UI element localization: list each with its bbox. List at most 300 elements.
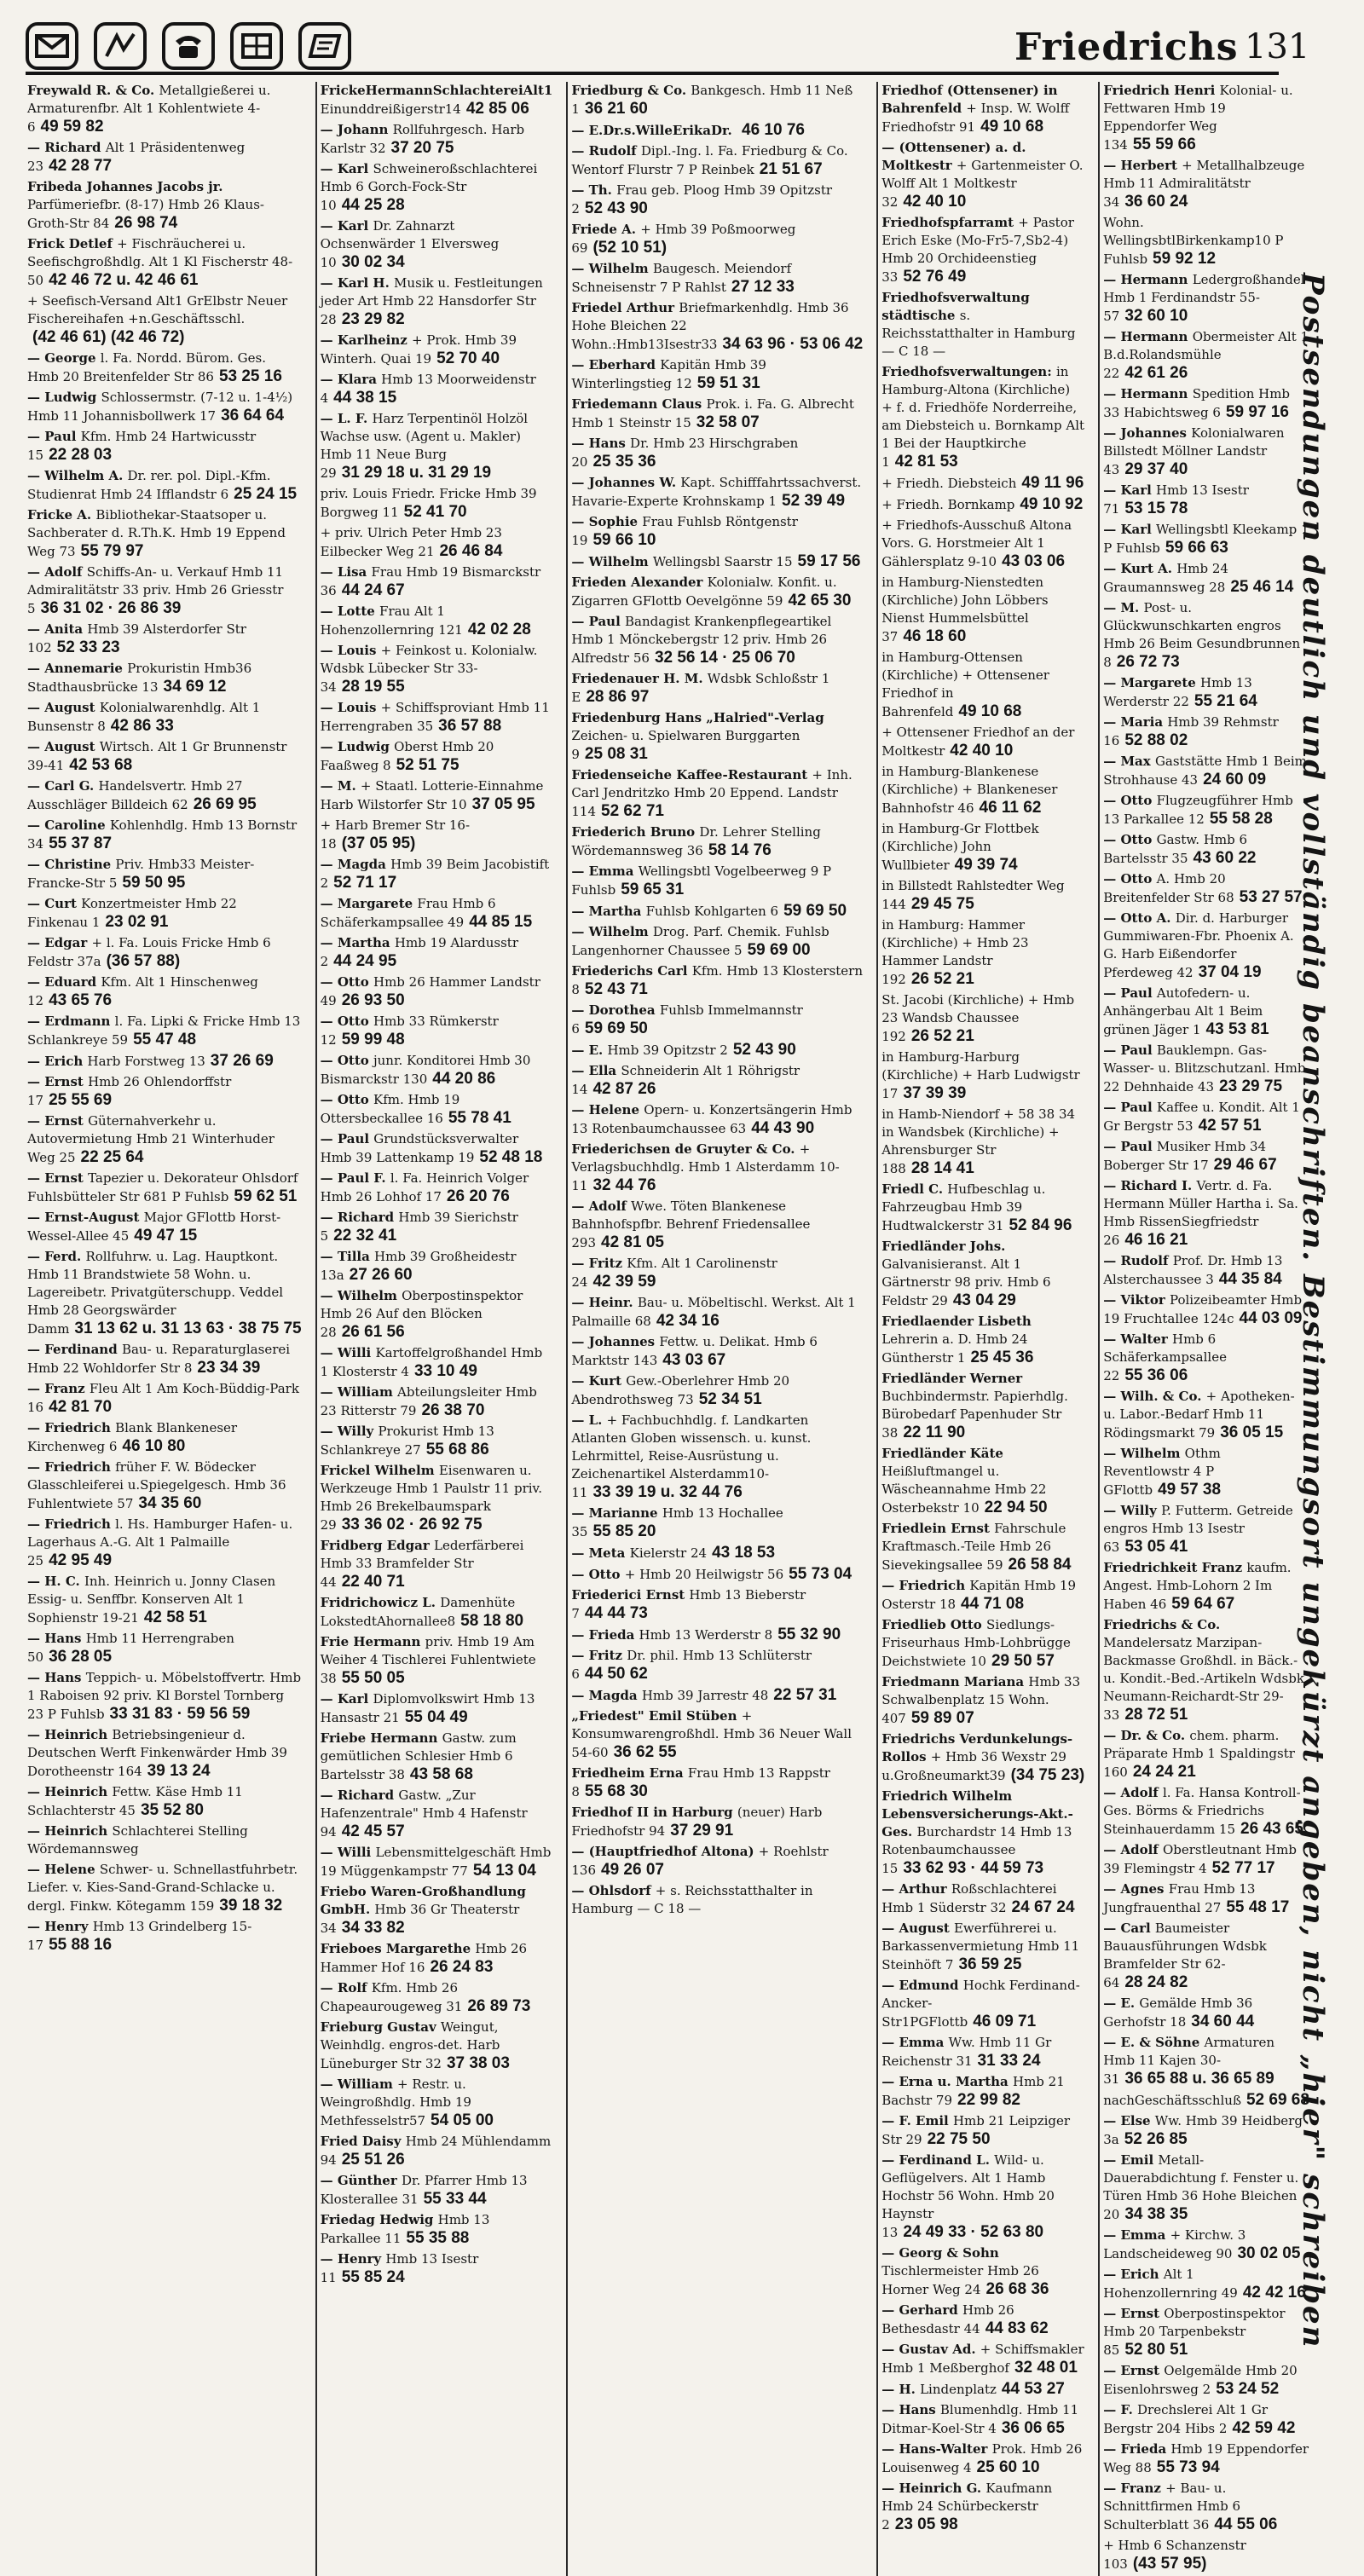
directory-entry (321, 1979, 553, 2016)
entry-name: — Friedrich (27, 1516, 116, 1532)
entry-details: Fuhlsb Immelmannstr 6 (571, 1002, 803, 1037)
directory-entry (321, 1287, 553, 1342)
entry-details: Polizeibeamter Hmb 19 Fruchtallee 124c (1103, 1292, 1303, 1326)
entry-phone: 29 37 40 (1124, 460, 1188, 478)
entry-details: P. Futterm. Getreide engros Hmb 13 Isestr 63 (1103, 1503, 1293, 1555)
entry-details: Kaffee u. Kondit. Alt 1 Gr Bergstr 53 (1103, 1100, 1300, 1134)
entry-phone: 37 39 39 (903, 1084, 967, 1102)
entry-details: Kfm. Hmb 19 Ottersbeckallee 16 (320, 1092, 460, 1126)
directory-entry (881, 724, 1084, 760)
entry-name: — Willi (320, 1845, 376, 1860)
directory-entry (1103, 214, 1309, 269)
entry-name: — Hans (571, 436, 631, 451)
entry-details: Hmb 24 Mühlendamm 94 (320, 2134, 552, 2168)
entry-name: — August (27, 739, 100, 754)
directory-entry (1103, 1252, 1309, 1289)
entry-phone: 46 18 60 (903, 627, 967, 645)
entry-details: + priv. Ulrich Peter Hmb 23 Eilbecker Weg 21 (320, 525, 502, 559)
directory-entry (881, 1880, 1084, 1917)
directory-entry (1103, 1841, 1309, 1878)
entry-phone: 43 04 29 (952, 1291, 1016, 1309)
directory-entry (1103, 831, 1309, 868)
entry-details: Vertr. d. Fa. Hermann Müller Hartha i. Sa. Hmb RissenSiegfriedstr 26 (1103, 1178, 1298, 1248)
directory-entry (1103, 2151, 1309, 2224)
entry-details: Hmb 39 Beim Jacobistift 2 (320, 857, 550, 891)
entry-phone: 29 50 57 (991, 1652, 1055, 1670)
entry-details: + Gartenmeister O. Wolff Alt 1 Moltkestr 32 (881, 158, 1084, 210)
entry-phone: 26 72 73 (1116, 653, 1180, 671)
directory-entry (27, 895, 302, 932)
directory-entry (881, 1730, 1084, 1785)
directory-entry (881, 2034, 1084, 2071)
entry-details: Hmb 33 Rümkerstr 12 (320, 1014, 499, 1048)
entry-name: Friedlaender Lisbeth (881, 1314, 1032, 1329)
entry-name: — Else (1103, 2113, 1155, 2128)
entry-details: Oberstleutnant Hmb 39 Flemingstr 4 (1103, 1842, 1297, 1876)
directory-entry (1103, 521, 1309, 557)
entry-name: — Otto (320, 1014, 373, 1029)
directory-entry (321, 1690, 553, 1727)
directory-entry (571, 142, 863, 179)
directory-entry (27, 1516, 302, 1570)
entry-name: — M. (1103, 600, 1144, 615)
directory-entry (571, 1626, 863, 1644)
directory-entry (321, 1013, 553, 1049)
directory-entry (27, 1861, 302, 1915)
entry-name: — Viktor (1103, 1292, 1170, 1308)
entry-details: Schwer- u. Schnellastfuhrbetr. Liefer. v. Kies-Sand-Grand-Schlacke u. dergl. Finkw. Kötegamm 159 (27, 1862, 298, 1914)
entry-name: — Richard I. (1103, 1178, 1197, 1193)
entry-name: — Wilhelm (571, 261, 653, 276)
entry-phone: 22 28 03 (49, 446, 113, 464)
directory-entry (571, 221, 863, 257)
directory-entry (27, 1073, 302, 1110)
directory-entry (321, 738, 553, 775)
directory-entry (571, 923, 863, 960)
entry-phone: 31 33 24 (977, 2052, 1041, 2070)
entry-name: — Ernst (27, 1170, 89, 1186)
entry-details: Hmb 36 Gr Theaterstr 34 (320, 1902, 520, 1936)
directory-entry (27, 1419, 302, 1456)
entry-phone: 32 44 76 (592, 1176, 656, 1194)
directory-entry (27, 428, 302, 465)
entry-phone: 36 62 55 (613, 1743, 677, 1761)
entry-phone: 25 45 36 (970, 1349, 1034, 1366)
entry-phone: 44 25 28 (341, 196, 405, 214)
entry-details: Baumeister Bauausführungen Wdsbk Bramfelder Str 62-64 (1103, 1920, 1267, 1990)
entry-name: Friedheim Erna (571, 1765, 688, 1781)
directory-entry (881, 574, 1084, 646)
entry-details: junr. Konditorei Hmb 30 Bismarckstr 130 (320, 1053, 531, 1087)
entry-details: Dr. rer. pol. Dipl.-Kfm. Studienrat Hmb 24 Ifflandstr 6 (27, 468, 271, 502)
entry-phone: 55 36 06 (1124, 1366, 1188, 1384)
entry-details: Major GFlottb Horst-Wessel-Allee 45 (27, 1210, 281, 1244)
directory-entry (881, 1788, 1084, 1878)
entry-name: — Kurt A. (1103, 561, 1177, 576)
entry-details: Autofedern- u. Anhängerbau Alt 1 Beim grünen Jäger 1 (1103, 985, 1263, 1037)
entry-details: Wdsbk Schloßstr 1 E (571, 671, 830, 705)
entry-phone: 44 24 67 (341, 581, 405, 599)
entry-phone: 55 58 28 (1209, 810, 1273, 828)
entry-details: Dipl.-Ing. l. Fa. Friedburg & Co. Wentorf Flurstr 7 P Reinbek (571, 143, 848, 177)
entry-name: — Th. (571, 182, 617, 198)
directory-entry (881, 1520, 1084, 1574)
entry-details: + Insp. W. Wolff Friedhofstr 91 (881, 101, 1070, 135)
entry-phone: 28 72 51 (1124, 1706, 1188, 1724)
directory-entry (321, 121, 553, 158)
entry-details: + Hmb 20 Heilwigstr 56 (624, 1567, 784, 1582)
directory-entry (571, 1882, 863, 1918)
directory-entry (1103, 985, 1309, 1039)
entry-name: — L. F. (320, 411, 373, 426)
directory-entry (571, 1255, 863, 1291)
postcard-icon (298, 22, 351, 70)
directory-entry (27, 389, 302, 425)
directory-entry (881, 1673, 1084, 1728)
directory-entry (881, 820, 1084, 875)
directory-entry (321, 410, 553, 482)
entry-details: Lindenplatz (920, 2382, 997, 2397)
entry-phone: 32 56 14 · 25 06 70 (654, 649, 795, 667)
entry-details: Tapezier u. Dekorateur Ohlsdorf Fuhlsbütteler Str 681 P Fuhlsb (27, 1170, 298, 1204)
directory-entry (27, 621, 302, 657)
entry-details: + Harb Bremer Str 16-18 (320, 817, 471, 852)
running-head: Friedrichs (1014, 26, 1239, 69)
entry-details: Gastw. Hmb 6 Bartelsstr 35 (1103, 832, 1248, 866)
entry-phone: 25 46 14 (1230, 578, 1294, 596)
entry-details: Dr. Pfarrer Hmb 13 Klosterallee 31 (320, 2173, 528, 2207)
directory-entry (1103, 792, 1309, 829)
entry-phone: 52 51 75 (396, 756, 459, 774)
entry-details: Wild- u. Geflügelvers. Alt 1 Hamb Hochstr 56 Wohn. Hmb 20 Haynstr 13 (881, 2152, 1055, 2240)
entry-phone: 44 44 73 (584, 1604, 648, 1622)
entry-name: Fricke A. (27, 507, 96, 523)
directory-entry (321, 524, 553, 561)
entry-phone: 27 26 60 (349, 1266, 413, 1284)
entry-name: — Heinrich (27, 1727, 113, 1742)
entry-details: + s. Reichsstatthalter in Hamburg — C 18 — (571, 1883, 813, 1916)
entry-phone: 23 34 39 (197, 1359, 261, 1377)
directory-entry (27, 1112, 302, 1167)
entry-details: in Hamburg-Blankenese (Kirchliche) + Blankeneser Bahnhofstr 46 (881, 764, 1058, 816)
page-number: 131 (1245, 27, 1310, 66)
directory-entry (321, 1883, 553, 1938)
entry-phone: 53 15 78 (1124, 500, 1188, 517)
entry-name: — Adolf (571, 1198, 632, 1214)
entry-details: in Hamburg-Nienstedten (Kirchliche) John Löbbers Nienst Hummelsbüttel 37 (881, 575, 1049, 644)
directory-entry (571, 1002, 863, 1038)
directory-column-1 (24, 82, 309, 2576)
entry-details: Wellingsbl Saarstr 15 (652, 554, 793, 569)
directory-entry (881, 877, 1084, 914)
entry-details: Hmb 19 Alardusstr 2 (320, 935, 518, 969)
entry-name: — Johann (320, 122, 393, 137)
entry-name: — Marianne (571, 1505, 662, 1521)
entry-phone: 43 60 22 (1193, 849, 1257, 867)
entry-details: + Roehlstr 136 (571, 1844, 829, 1878)
entry-details: Dr. phil. Hmb 13 Schlüterstr 6 (571, 1648, 812, 1682)
entry-name: — Hermann (1103, 329, 1193, 344)
entry-phone: 58 18 80 (460, 1612, 524, 1630)
directory-entry (571, 121, 863, 140)
directory-entry (1103, 1920, 1309, 1992)
entry-name: — Ferdinand (27, 1342, 122, 1357)
entry-phone: 31 13 62 u. 31 13 63 · 38 75 75 (74, 1320, 302, 1337)
directory-entry (321, 1383, 553, 1420)
entry-name: Friederici Ernst (571, 1587, 690, 1603)
entry-name: — Friedrich (27, 1459, 116, 1475)
directory-entry (571, 1141, 863, 1195)
entry-details: Kolonialwarenhdlg. Alt 1 Bunsenstr 8 (27, 700, 261, 734)
entry-phone: 32 60 10 (1124, 307, 1188, 325)
directory-entry (321, 2172, 553, 2209)
directory-entry (27, 1573, 302, 1627)
entry-name: Friedhofspfarramt (881, 215, 1019, 230)
entry-details: Hmb 13 Hochallee 35 (571, 1505, 783, 1539)
entry-details: Kfm. Alt 1 Hinschenweg 12 (27, 974, 258, 1008)
directory-entry (321, 1052, 553, 1089)
directory-entry (27, 506, 302, 561)
directory-entry (881, 1577, 1084, 1614)
entry-name: — Eberhard (571, 357, 661, 373)
entry-details: in Hamburg-Ottensen (Kirchliche) + Ottensener Friedhof in Bahrenfeld (881, 650, 1049, 719)
entry-name: — Emma (1103, 2227, 1170, 2243)
entry-name: — Karlheinz (320, 332, 412, 348)
entry-phone: 26 68 36 (985, 2280, 1049, 2298)
entry-phone: 49 11 96 (1021, 474, 1084, 492)
entry-name: — Johannes (571, 1334, 660, 1349)
entry-phone: 30 02 34 (341, 253, 405, 271)
entry-details: Weingut, Weinhdlg. engros-det. Harb Lüneburger Str 32 (320, 2019, 500, 2071)
entry-details: St. Jacobi (Kirchliche) + Hmb 23 Wandsb Chaussee 192 (881, 992, 1075, 1044)
entry-details: Kartoffelgroßhandel Hmb 1 Klosterstr 4 (320, 1345, 543, 1379)
directory-entry (1103, 674, 1309, 711)
entry-phone: 42 40 10 (903, 193, 967, 211)
entry-name: — Erich (27, 1054, 88, 1069)
directory-entry (321, 2211, 553, 2248)
entry-name: — Hans (881, 2402, 940, 2417)
entry-name: — Richard (320, 1788, 399, 1803)
entry-phone: 46 11 62 (979, 799, 1042, 817)
entry-phone: 44 24 95 (333, 952, 397, 970)
entry-name: Frieburg Gustav (320, 2019, 441, 2035)
entry-name: — Anita (27, 621, 88, 637)
entry-name: Friedhofsverwaltungen: (881, 364, 1056, 379)
directory-entry (321, 1130, 553, 1167)
entry-name: — Paul (1103, 1139, 1157, 1154)
directory-entry (571, 1804, 863, 1840)
directory-entry (1103, 82, 1309, 154)
entry-phone: (43 57 95) (1132, 2555, 1207, 2573)
entry-details: Frau Fuhlsb Röntgenstr 19 (571, 514, 798, 548)
entry-phone: 49 10 68 (980, 118, 1044, 136)
entry-name: — Heinr. (571, 1295, 638, 1310)
entry-details: + Seefisch-Versand Alt1 GrElbstr Neuer Fischereihafen +n.Geschäftsschl. (27, 293, 288, 326)
entry-details: + Staatl. Lotterie-Einnahme Harb Wilstorfer Str 10 (320, 778, 544, 812)
entry-name: Friedrichs & Co. (1103, 1617, 1221, 1632)
directory-entry (571, 552, 863, 571)
entry-phone: 52 43 90 (732, 1041, 796, 1059)
entry-details: Wohn. WellingsbtlBirkenkamp10 P Fuhlsb (1103, 215, 1284, 267)
entry-details: Opern- u. Konzertsängerin Hmb 13 Rotenbaumchaussee 63 (571, 1102, 852, 1136)
entry-phone: 55 85 20 (592, 1522, 656, 1540)
entry-details: Drog. Parf. Chemik. Fuhlsb Langenhorner Chaussee 5 (571, 924, 829, 958)
entry-details: Harb Forstweg 13 (87, 1054, 205, 1069)
entry-phone: 55 48 17 (1226, 1898, 1290, 1916)
directory-entry (1103, 1502, 1309, 1557)
entry-details: Hmb 24 Graumannsweg 28 (1103, 561, 1228, 595)
entry-name: — Otto (1103, 871, 1157, 887)
entry-details: Buchbindermstr. Papierhdlg. Bürobedarf Papenhuder Str 38 (881, 1389, 1068, 1441)
directory-entry (881, 2302, 1084, 2338)
directory-entry (1103, 2091, 1309, 2110)
directory-entry (1103, 482, 1309, 518)
entry-phone: 59 66 63 (1165, 539, 1228, 557)
entry-name: — Curt (27, 896, 82, 911)
entry-phone: 25 08 31 (584, 745, 648, 763)
entry-details: Bau- u. Möbeltischl. Werkst. Alt 1 Palmaille 68 (571, 1295, 856, 1329)
entry-name: — Emma (881, 2035, 949, 2050)
directory-entry (321, 1940, 553, 1977)
directory-entry (27, 856, 302, 892)
entry-name: — Fritz (571, 1648, 627, 1663)
entry-name: — Klara (320, 372, 382, 387)
entry-details: Hmb 33 Schwalbenplatz 15 Wohn. 407 (881, 1674, 1081, 1726)
directory-entry (1103, 2362, 1309, 2399)
directory-entry (571, 356, 863, 393)
entry-name: — Heinrich G. (881, 2481, 986, 2496)
entry-phone: 37 04 19 (1198, 963, 1262, 981)
entry-name: — H. (881, 2382, 921, 2397)
entry-phone: 49 10 68 (958, 702, 1022, 720)
entry-phone: (52 10 51) (592, 239, 668, 257)
entry-phone: 43 65 76 (49, 991, 113, 1009)
entry-details: Hmb 13 Grindelberg 15-17 (27, 1919, 252, 1953)
entry-phone: 52 33 23 (56, 638, 120, 656)
directory-entry (571, 1647, 863, 1684)
entry-details: Prokuristin Hmb36 Stadthausbrücke 13 (27, 661, 252, 695)
entry-name: „Friedest" Emil Stüben (571, 1708, 742, 1724)
entry-phone: 26 46 84 (439, 542, 503, 560)
entry-details: Hmb 39 Opitzstr 2 (607, 1043, 728, 1058)
entry-phone: 22 40 71 (341, 1573, 405, 1591)
entry-name: — William (320, 2076, 398, 2092)
entry-phone: 33 31 83 · 59 56 59 (109, 1705, 251, 1723)
entry-name: — Hans (27, 1670, 86, 1685)
entry-details: Kapt. Schifffahrtssachverst. Havarie-Experte Krohnskamp 1 (571, 475, 862, 509)
entry-phone: 55 85 24 (341, 2268, 405, 2286)
entry-name: — Ernst (27, 1113, 89, 1129)
entry-details: Heißluftmangel u. Wäscheannahme Hmb 22 Osterbekstr 10 (881, 1464, 1047, 1516)
entry-details: + Restr. u. Weingroßhdlg. Hmb 19 Methfesselstr57 (320, 2076, 471, 2128)
entry-phone: 26 89 73 (467, 1997, 531, 2015)
entry-phone: 33 10 49 (413, 1362, 477, 1380)
entry-details: Hmb 21 Bachstr 79 (881, 2074, 1065, 2108)
entry-details: Wellingsbtl Vogelbeerweg 9 P Fuhlsb (571, 863, 832, 898)
entry-details: Lebensmittelgeschäft Hmb 19 Müggenkampstr 77 (320, 1845, 552, 1879)
entry-name: — Günther (320, 2173, 402, 2188)
entry-name: — Erdmann (27, 1014, 115, 1029)
entry-details: Gastw. zum gemütlichen Schlesier Hmb 6 Bartelsstr 38 (320, 1730, 517, 1782)
entry-name: — Ernst (1103, 2363, 1165, 2378)
entry-details: Lederfärberei Hmb 33 Bramfelder Str 44 (320, 1538, 524, 1590)
entry-name: — Adolf (1103, 1842, 1163, 1857)
entry-phone: 26 98 74 (114, 214, 178, 232)
entry-details: + l. Fa. Louis Fricke Hmb 6 Feldstr 37a (27, 935, 271, 969)
entry-phone: 22 11 90 (903, 1424, 966, 1441)
directory-entry (1103, 1784, 1309, 1839)
directory-entry (881, 2480, 1084, 2534)
entry-name: Friedel Arthur (571, 300, 679, 315)
entry-details: Frau Alt 1 Hohenzollernring 121 (320, 604, 463, 638)
entry-phone: 37 20 75 (390, 139, 454, 157)
entry-details: + Bau- u. Schnittfirmen Hmb 6 Schulterblatt 36 (1103, 2481, 1240, 2533)
entry-name: — Margarete (320, 896, 418, 911)
entry-phone: 36 65 88 u. 36 65 89 (1124, 2070, 1274, 2088)
entry-details: Gastw. „Zur Hafenzentrale" Hmb 4 Hafenstr 94 (320, 1788, 528, 1840)
directory-entry (27, 563, 302, 618)
entry-phone: 37 26 69 (210, 1052, 274, 1070)
entry-details: Burchardstr 14 Hmb 13 Rotenbaumchaussee 15 (881, 1824, 1072, 1876)
entry-name: — E.Dr.s.WilleErikaDr. (571, 123, 737, 138)
entry-name: — Tilla (320, 1249, 375, 1264)
entry-phone: 25 24 15 (234, 485, 298, 503)
entry-name: — Henry (27, 1919, 93, 1934)
entry-details: l. Fa. Hansa Kontroll-Ges. Börms & Friedrichs Steinhauerdamm 15 (1103, 1785, 1301, 1837)
directory-entry (1103, 1042, 1309, 1096)
directory-entry (571, 962, 863, 999)
entry-name: — William (320, 1384, 398, 1400)
entry-details: Diplomvolkswirt Hmb 13 Hansastr 21 (320, 1691, 535, 1725)
entry-details: Prokurist Hmb 13 Schlankreye 27 (320, 1424, 494, 1458)
entry-phone: 55 47 48 (133, 1031, 197, 1048)
entry-details: Galvanisieranst. Alt 1 Gärtnerstr 98 priv. Hmb 6 Feldstr 29 (881, 1256, 1051, 1308)
entry-phone: 46 10 76 (742, 121, 805, 139)
entry-details: Mandelersatz Marzipan-Backmasse Großhdl. in Bäck.- u. Kondit.-Bed.-Artikeln Wdsbk Neumann-Reichardt-Str 29-33 (1103, 1635, 1304, 1723)
entry-phone: 42 95 49 (49, 1551, 113, 1569)
directory-entry (1103, 385, 1309, 422)
entry-name: — Willy (320, 1424, 379, 1439)
entry-details: Konzertmeister Hmb 22 Finkenau 1 (27, 896, 237, 930)
entry-details: Musik u. Festleitungen jeder Art Hmb 22 Hansdorfer Str 28 (320, 275, 543, 327)
entry-name: — Walter (1103, 1331, 1172, 1347)
entry-name: — Friedrich (27, 1420, 116, 1435)
entry-details: Wirtsch. Alt 1 Gr Brunnenstr 39-41 (27, 739, 287, 773)
entry-name: — H. C. (27, 1574, 84, 1589)
entry-name: — Paul (1103, 1043, 1157, 1058)
entry-name: — Karl (1103, 482, 1157, 498)
entry-name: — Henry (320, 2251, 386, 2267)
directory-entry (881, 2401, 1084, 2438)
entry-phone: 44 55 06 (1214, 2515, 1278, 2533)
entry-name: — Rudolf (1103, 1253, 1173, 1268)
entry-phone: 52 48 18 (479, 1148, 543, 1166)
directory-entry (571, 1686, 863, 1705)
entry-phone: 52 26 85 (1124, 2130, 1188, 2148)
entry-name: Friede A. (571, 222, 641, 237)
entry-phone: 37 05 95 (471, 795, 535, 813)
entry-name: — Paul (1103, 985, 1157, 1001)
entry-name: Friedenburg Hans „Halried"-Verlag (571, 710, 824, 725)
entry-details: Post- u. Glückwunschkarten engros Hmb 26 Beim Gesundbrunnen 8 (1103, 600, 1301, 670)
entry-phone: 49 10 92 (1020, 495, 1084, 513)
entry-phone: 44 71 08 (961, 1595, 1025, 1613)
entry-name: — Maria (1103, 714, 1168, 730)
directory-entry (321, 2019, 553, 2073)
directory-entry (881, 2073, 1084, 2110)
entry-details: + Hmb 6 Schanzenstr 103 (1103, 2538, 1246, 2572)
directory-entry (571, 1707, 863, 1762)
